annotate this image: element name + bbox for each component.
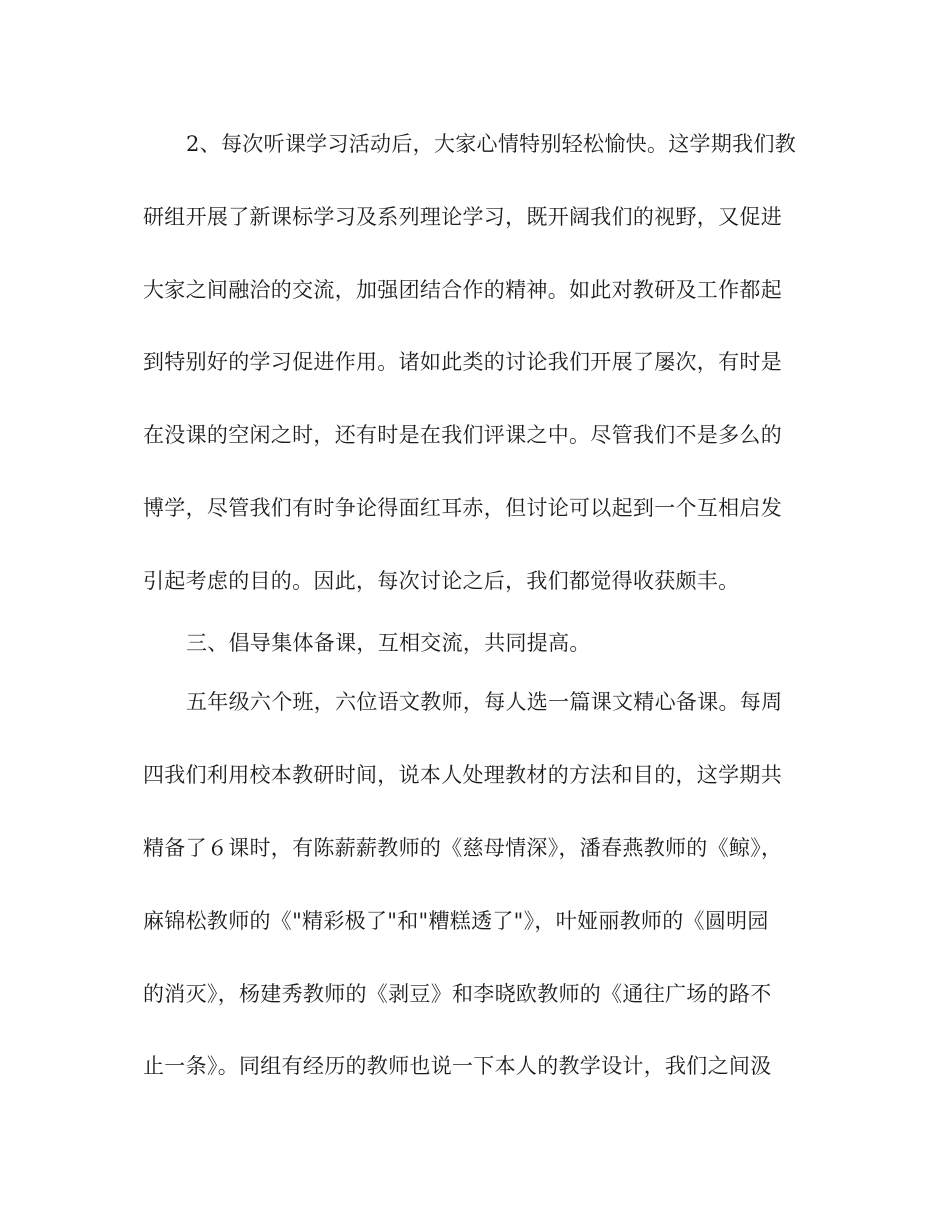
text-line-3: 大家之间融洽的交流，加强团结合作的精神。如此对教研及工作都起 (143, 278, 782, 302)
text-line-14: 止一条》。同组有经历的教师也说一下本人的教学设计，我们之间汲 (143, 1054, 772, 1078)
section-heading: 三、倡导集体备课，互相交流，共同提高。 (186, 631, 591, 655)
text-line-4: 到特别好的学习促进作用。诸如此类的讨论我们开展了屡次，有时是 (143, 350, 782, 374)
text-line-11: 精备了６课时，有陈薪薪教师的《慈母情深》，潘春燕教师的《鲸》， (143, 836, 783, 860)
text-line-6: 博学，尽管我们有时争论得面红耳赤，但讨论可以起到一个互相启发 (143, 496, 782, 520)
text-line-7: 引起考虑的目的。因此，每次讨论之后，我们都觉得收获颇丰。 (143, 569, 740, 593)
text-line-12: 麻锦松教师的《"精彩极了"和"糟糕透了"》，叶娅丽教师的《圆明园 (143, 909, 769, 933)
text-line-13: 的消灭》，杨建秀教师的《剥豆》和李晓欧教师的《通往广场的路不 (143, 982, 772, 1006)
text-line-5: 在没课的空闲之时，还有时是在我们评课之中。尽管我们不是多么的 (143, 423, 782, 447)
text-line-1: 2、每次听课学习活动后，大家心情特别轻松愉快。这学期我们教 (186, 132, 797, 156)
text-line-10: 四我们利用校本教研时间，说本人处理教材的方法和目的，这学期共 (143, 763, 782, 787)
text-line-2: 研组开展了新课标学习及系列理论学习，既开阔我们的视野，又促进 (143, 205, 782, 229)
text-line-9: 五年级六个班，六位语文教师，每人选一篇课文精心备课。每周 (186, 690, 783, 714)
